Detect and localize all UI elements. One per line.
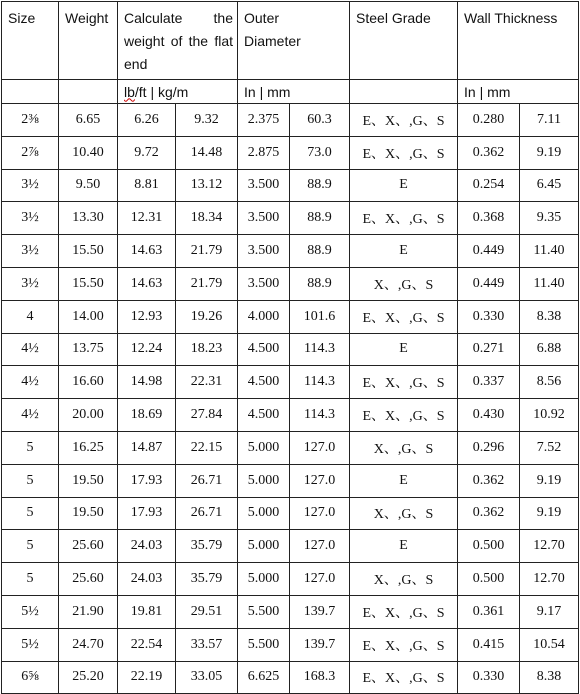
cell-wall-in: 0.361 (458, 595, 520, 628)
cell-wall-in: 0.296 (458, 431, 520, 464)
cell-weight-lbft: 12.93 (118, 300, 176, 333)
cell-steel-grade: E (350, 169, 458, 202)
cell-od-mm: 139.7 (290, 628, 350, 661)
cell-weight: 6.65 (59, 104, 118, 137)
cell-od-mm: 114.3 (290, 333, 350, 366)
table-row (2, 169, 579, 202)
unit-lb-text: lb (124, 83, 135, 100)
cell-weight-kgm: 26.71 (176, 497, 238, 530)
header-steel-grade: Steel Grade (350, 2, 458, 80)
cell-weight-kgm: 18.23 (176, 333, 238, 366)
unit-size-blank (2, 80, 59, 104)
cell-wall-in: 0.430 (458, 399, 520, 432)
cell-weight: 19.50 (59, 464, 118, 497)
cell-wall-in: 0.362 (458, 464, 520, 497)
cell-od-in: 3.500 (238, 169, 290, 202)
cell-weight: 16.25 (59, 431, 118, 464)
cell-weight-lbft: 14.87 (118, 431, 176, 464)
cell-wall-mm: 9.19 (520, 464, 579, 497)
cell-wall-in: 0.362 (458, 497, 520, 530)
cell-size: 4 (2, 300, 59, 333)
cell-od-in: 3.500 (238, 267, 290, 300)
cell-od-mm: 127.0 (290, 530, 350, 563)
cell-weight: 21.90 (59, 595, 118, 628)
cell-wall-mm: 12.70 (520, 530, 579, 563)
cell-weight-kgm: 21.79 (176, 235, 238, 268)
table-row (2, 399, 579, 432)
cell-steel-grade: X、,G、S (350, 431, 458, 464)
cell-size: 3½ (2, 267, 59, 300)
cell-size: 5 (2, 464, 59, 497)
cell-weight: 9.50 (59, 169, 118, 202)
header-wall-thickness: Wall Thickness (458, 2, 579, 80)
cell-weight: 24.70 (59, 628, 118, 661)
cell-steel-grade: E、X、,G、S (350, 661, 458, 694)
cell-wall-mm: 6.88 (520, 333, 579, 366)
cell-steel-grade: E、X、,G、S (350, 628, 458, 661)
unit-calculated-weight (118, 80, 238, 104)
cell-od-in: 5.000 (238, 563, 290, 596)
cell-od-mm: 114.3 (290, 366, 350, 399)
cell-od-mm: 127.0 (290, 464, 350, 497)
cell-weight-kgm: 22.15 (176, 431, 238, 464)
cell-size: 3½ (2, 202, 59, 235)
cell-wall-mm: 6.45 (520, 169, 579, 202)
unit-wall-thickness: In | mm (458, 80, 579, 104)
cell-od-in: 4.500 (238, 366, 290, 399)
table-row (2, 628, 579, 661)
cell-weight: 13.30 (59, 202, 118, 235)
table-row (2, 366, 579, 399)
cell-od-in: 5.500 (238, 628, 290, 661)
cell-size: 5 (2, 563, 59, 596)
table-row (2, 530, 579, 563)
cell-wall-mm: 11.40 (520, 267, 579, 300)
cell-wall-mm: 8.38 (520, 300, 579, 333)
cell-wall-in: 0.449 (458, 235, 520, 268)
cell-weight-lbft: 17.93 (118, 464, 176, 497)
cell-size: 2⅜ (2, 104, 59, 137)
cell-weight-lbft: 14.98 (118, 366, 176, 399)
cell-steel-grade: E、X、,G、S (350, 595, 458, 628)
cell-weight: 15.50 (59, 267, 118, 300)
cell-weight-lbft: 17.93 (118, 497, 176, 530)
cell-weight: 20.00 (59, 399, 118, 432)
cell-steel-grade: E (350, 464, 458, 497)
table-row (2, 431, 579, 464)
cell-od-in: 3.500 (238, 202, 290, 235)
cell-od-mm: 88.9 (290, 169, 350, 202)
cell-weight: 16.60 (59, 366, 118, 399)
cell-size: 4½ (2, 399, 59, 432)
cell-od-in: 6.625 (238, 661, 290, 694)
cell-od-mm: 127.0 (290, 563, 350, 596)
cell-weight-kgm: 9.32 (176, 104, 238, 137)
cell-weight: 15.50 (59, 235, 118, 268)
cell-od-in: 5.000 (238, 530, 290, 563)
cell-wall-in: 0.337 (458, 366, 520, 399)
cell-od-mm: 168.3 (290, 661, 350, 694)
cell-od-in: 5.000 (238, 431, 290, 464)
cell-wall-in: 0.500 (458, 563, 520, 596)
cell-wall-mm: 9.19 (520, 497, 579, 530)
cell-steel-grade: E、X、,G、S (350, 202, 458, 235)
cell-steel-grade: X、,G、S (350, 267, 458, 300)
cell-od-in: 2.875 (238, 136, 290, 169)
cell-weight-kgm: 14.48 (176, 136, 238, 169)
cell-size: 5 (2, 497, 59, 530)
cell-size: 5 (2, 431, 59, 464)
cell-steel-grade: E、X、,G、S (350, 366, 458, 399)
cell-steel-grade: E、X、,G、S (350, 104, 458, 137)
cell-size: 6⅝ (2, 661, 59, 694)
cell-weight-kgm: 35.79 (176, 563, 238, 596)
cell-od-mm: 139.7 (290, 595, 350, 628)
cell-wall-mm: 9.35 (520, 202, 579, 235)
header-calculated-weight: Calculate the weight of the flat end (118, 2, 238, 80)
cell-size: 5½ (2, 628, 59, 661)
cell-weight: 14.00 (59, 300, 118, 333)
cell-weight-kgm: 33.05 (176, 661, 238, 694)
cell-size: 4½ (2, 366, 59, 399)
table-row (2, 661, 579, 694)
table-row (2, 300, 579, 333)
unit-grade-blank (350, 80, 458, 104)
cell-size: 4½ (2, 333, 59, 366)
cell-od-mm: 88.9 (290, 235, 350, 268)
pipe-spec-table (1, 1, 579, 694)
table-row (2, 202, 579, 235)
cell-weight: 25.60 (59, 563, 118, 596)
cell-weight-kgm: 21.79 (176, 267, 238, 300)
cell-weight-lbft: 19.81 (118, 595, 176, 628)
table-row (2, 595, 579, 628)
cell-size: 5½ (2, 595, 59, 628)
unit-outer-diameter: In | mm (238, 80, 350, 104)
cell-wall-in: 0.330 (458, 300, 520, 333)
cell-weight-lbft: 8.81 (118, 169, 176, 202)
table-row (2, 235, 579, 268)
cell-wall-in: 0.330 (458, 661, 520, 694)
cell-weight-lbft: 18.69 (118, 399, 176, 432)
cell-wall-mm: 9.17 (520, 595, 579, 628)
cell-od-in: 5.000 (238, 464, 290, 497)
table-row (2, 136, 579, 169)
cell-wall-mm: 10.54 (520, 628, 579, 661)
cell-od-mm: 127.0 (290, 497, 350, 530)
cell-weight-lbft: 9.72 (118, 136, 176, 169)
cell-wall-in: 0.368 (458, 202, 520, 235)
table-row (2, 267, 579, 300)
cell-od-mm: 73.0 (290, 136, 350, 169)
cell-steel-grade: E、X、,G、S (350, 399, 458, 432)
cell-size: 2⅞ (2, 136, 59, 169)
cell-wall-mm: 12.70 (520, 563, 579, 596)
cell-weight-lbft: 14.63 (118, 267, 176, 300)
cell-od-mm: 101.6 (290, 300, 350, 333)
table-row (2, 563, 579, 596)
cell-weight: 10.40 (59, 136, 118, 169)
unit-weight-blank (59, 80, 118, 104)
cell-wall-mm: 10.92 (520, 399, 579, 432)
cell-steel-grade: E、X、,G、S (350, 136, 458, 169)
cell-weight-kgm: 18.34 (176, 202, 238, 235)
cell-od-mm: 88.9 (290, 267, 350, 300)
cell-weight-kgm: 29.51 (176, 595, 238, 628)
cell-steel-grade: E (350, 235, 458, 268)
table-row (2, 497, 579, 530)
table-row (2, 333, 579, 366)
cell-weight-lbft: 24.03 (118, 530, 176, 563)
cell-weight-kgm: 19.26 (176, 300, 238, 333)
table-row (2, 464, 579, 497)
cell-wall-in: 0.500 (458, 530, 520, 563)
cell-wall-in: 0.449 (458, 267, 520, 300)
cell-size: 3½ (2, 169, 59, 202)
cell-od-mm: 60.3 (290, 104, 350, 137)
header-size: Size (2, 2, 59, 80)
cell-weight: 13.75 (59, 333, 118, 366)
cell-steel-grade: E、X、,G、S (350, 300, 458, 333)
cell-od-in: 2.375 (238, 104, 290, 137)
cell-weight-lbft: 14.63 (118, 235, 176, 268)
cell-od-mm: 114.3 (290, 399, 350, 432)
cell-weight-lbft: 12.31 (118, 202, 176, 235)
cell-weight: 19.50 (59, 497, 118, 530)
cell-weight-kgm: 22.31 (176, 366, 238, 399)
cell-wall-mm: 11.40 (520, 235, 579, 268)
cell-wall-in: 0.280 (458, 104, 520, 137)
cell-wall-mm: 7.52 (520, 431, 579, 464)
cell-weight: 25.60 (59, 530, 118, 563)
cell-od-in: 5.000 (238, 497, 290, 530)
header-outer-diameter: Outer Diameter (238, 2, 350, 80)
cell-wall-in: 0.415 (458, 628, 520, 661)
header-row (2, 2, 579, 80)
cell-steel-grade: E (350, 530, 458, 563)
cell-weight-lbft: 24.03 (118, 563, 176, 596)
cell-weight-kgm: 33.57 (176, 628, 238, 661)
cell-size: 3½ (2, 235, 59, 268)
cell-wall-mm: 7.11 (520, 104, 579, 137)
cell-size: 5 (2, 530, 59, 563)
cell-weight-lbft: 22.54 (118, 628, 176, 661)
cell-od-in: 4.500 (238, 333, 290, 366)
cell-weight-kgm: 27.84 (176, 399, 238, 432)
cell-weight-kgm: 26.71 (176, 464, 238, 497)
unit-calc-rest-text: /ft | kg/m (134, 83, 189, 100)
header-weight: Weight (59, 2, 118, 80)
cell-weight: 25.20 (59, 661, 118, 694)
unit-row (2, 80, 579, 104)
cell-steel-grade: X、,G、S (350, 563, 458, 596)
cell-od-in: 4.500 (238, 399, 290, 432)
cell-weight-kgm: 35.79 (176, 530, 238, 563)
cell-wall-in: 0.254 (458, 169, 520, 202)
table-row (2, 104, 579, 137)
cell-od-mm: 88.9 (290, 202, 350, 235)
cell-wall-mm: 8.38 (520, 661, 579, 694)
cell-od-mm: 127.0 (290, 431, 350, 464)
cell-od-in: 5.500 (238, 595, 290, 628)
cell-steel-grade: E (350, 333, 458, 366)
cell-steel-grade: X、,G、S (350, 497, 458, 530)
cell-wall-in: 0.362 (458, 136, 520, 169)
cell-od-in: 4.000 (238, 300, 290, 333)
cell-weight-kgm: 13.12 (176, 169, 238, 202)
cell-wall-in: 0.271 (458, 333, 520, 366)
cell-weight-lbft: 22.19 (118, 661, 176, 694)
cell-od-in: 3.500 (238, 235, 290, 268)
cell-wall-mm: 8.56 (520, 366, 579, 399)
cell-weight-lbft: 6.26 (118, 104, 176, 137)
cell-wall-mm: 9.19 (520, 136, 579, 169)
cell-weight-lbft: 12.24 (118, 333, 176, 366)
